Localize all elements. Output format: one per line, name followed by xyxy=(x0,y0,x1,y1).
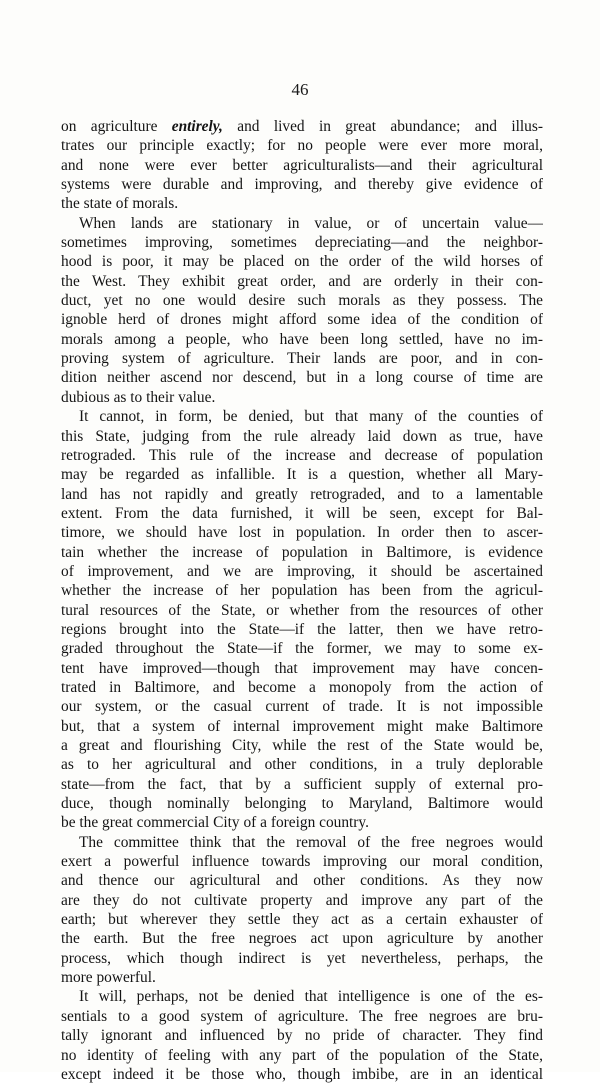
text-line: whether the increase of her population has been from the agricul- xyxy=(61,582,543,600)
emphasis-text: entirely, xyxy=(171,118,223,135)
text-line: the earth. But the free negroes act upon agriculture by another xyxy=(61,930,543,948)
text-line: proving system of agriculture. Their lands are poor, and in con- xyxy=(61,350,543,368)
text-line xyxy=(61,117,543,136)
text-line: graded throughout the State—if the former, we may to some ex- xyxy=(61,640,543,658)
text-line: the West. They exhibit great order, and are orderly in their con- xyxy=(61,272,543,290)
text-line: are they do not cultivate property and improve any part of the xyxy=(61,891,543,909)
text-line: land has not rapidly and greatly retrograded, and to a lamentable xyxy=(61,485,543,503)
text-line: and none were ever better agriculturalists—and their agricultural xyxy=(61,156,543,174)
text-run: on agriculture xyxy=(61,118,172,135)
text-line: a great and flourishing City, while the rest of the State would be, xyxy=(61,737,543,754)
text-line: of improvement, and we are improving, it should be ascertained xyxy=(61,562,543,580)
text-line: as to her agricultural and other conditions, in a truly deplorable xyxy=(61,756,543,774)
text-line: regions brought into the State—if the latter, then we have retro- xyxy=(61,620,543,638)
text-line: tent have improved—though that improvement may have concen- xyxy=(61,659,543,677)
text-line: It will, perhaps, not be denied that intelligence is one of the es- xyxy=(79,988,543,1006)
text-line: but, that a system of internal improvement might make Baltimore xyxy=(61,717,543,735)
text-line: retrograded. This rule of the increase and decrease of population xyxy=(61,446,543,464)
text-line: ignoble herd of drones might afford some idea of the condition of xyxy=(61,311,543,329)
text-line: may be regarded as infallible. It is a question, whether all Mary- xyxy=(61,466,543,484)
text-line: tain whether the increase of population in Baltimore, is evidence xyxy=(61,543,543,561)
text-line: this State, judging from the rule already laid down as true, have xyxy=(61,427,543,445)
text-line: process, which though indirect is yet nevertheless, perhaps, the xyxy=(61,949,543,967)
text-line: dubious as to their value. xyxy=(61,388,216,406)
text-line: and thence our agricultural and other conditions. As they now xyxy=(61,872,543,890)
page-number: 46 xyxy=(291,80,309,99)
text-line: the state of morals. xyxy=(61,195,179,213)
text-line: When lands are stationary in value, or of uncertain value— xyxy=(79,214,543,232)
text-line: except indeed it be those who, though imbibe, are in an identical xyxy=(61,1065,543,1083)
text-line: tally ignorant and influenced by no pride of character. They find xyxy=(61,1027,543,1045)
text-line: earth; but wherever they settle they act as a certain exhauster of xyxy=(61,911,543,929)
text-line: sometimes improving, sometimes depreciating—and the neighbor- xyxy=(61,234,543,252)
text-line: duct, yet no one would desire such morals as they possess. The xyxy=(61,292,543,310)
text-line: systems were durable and improving, and thereby give evidence of xyxy=(61,176,543,194)
text-line: The committee think that the removal of the free negroes would xyxy=(79,833,543,851)
text-line: no identity of feeling with any part of the population of the State, xyxy=(61,1046,543,1064)
body-text xyxy=(61,117,543,1084)
text-line: exert a powerful influence towards improving our moral condition, xyxy=(61,853,543,871)
text-line: trated in Baltimore, and become a monopoly from the action of xyxy=(61,678,543,696)
text-line: tural resources of the State, or whether from the resources of other xyxy=(61,601,543,619)
text-line: It cannot, in form, be denied, but that many of the counties of xyxy=(79,408,543,426)
text-line: state—from the fact, that by a sufficient supply of external pro- xyxy=(61,775,543,793)
text-line: sentials to a good system of agriculture. The free negroes are bru- xyxy=(61,1007,543,1025)
text-line: morals among a people, who have been long settled, have no im- xyxy=(61,330,543,348)
text-line: duce, though nominally belonging to Maryland, Baltimore would xyxy=(61,795,543,813)
text-line: hood is poor, it may be placed on the order of the wild horses of xyxy=(61,253,543,271)
text-line: timore, we should have lost in population. In order then to ascer- xyxy=(61,524,543,542)
text-line: extent. From the data furnished, it will be seen, except for Bal- xyxy=(61,504,543,522)
text-line: more powerful. xyxy=(61,969,156,987)
text-line: our system, or the casual current of trade. It is not impossible xyxy=(61,698,543,716)
text-run: and lived in great abundance; and illus- xyxy=(222,118,543,135)
text-line: be the great commercial City of a foreign country. xyxy=(61,814,369,832)
text-line: trates our principle exactly; for no people were ever more moral, xyxy=(61,137,543,155)
text-line: dition neither ascend nor descend, but in a long course of time are xyxy=(61,369,543,387)
